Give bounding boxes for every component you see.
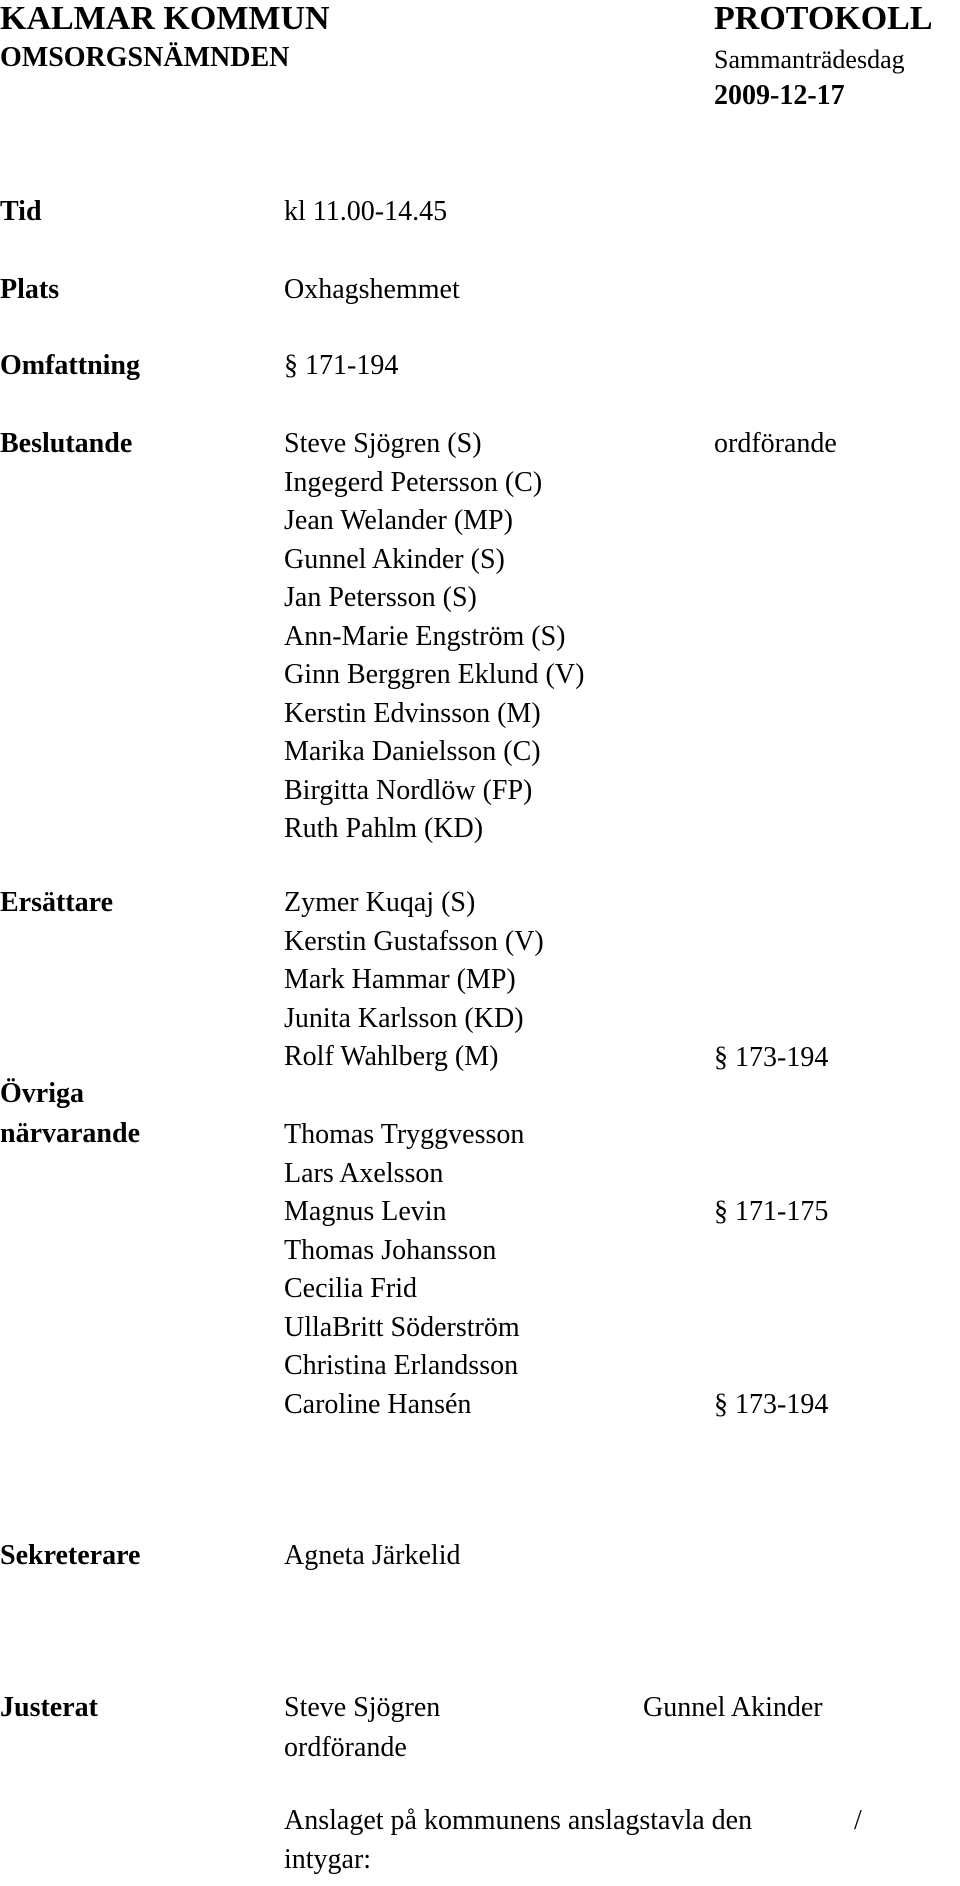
list-item: Ruth Pahlm (KD) [284, 813, 484, 844]
list-item: Birgitta Nordlöw (FP) [284, 774, 533, 806]
list-item: Cecilia Frid [284, 1273, 417, 1304]
meeting-type: Sammanträdesdag [714, 45, 905, 74]
list-item: Kerstin Gustafsson (V) [284, 925, 544, 957]
justerat-signer-chair: Steve Sjögren [284, 1692, 441, 1723]
list-item: Ingegerd Petersson (C) [284, 466, 543, 498]
list-item: Christina Erlandsson [284, 1350, 519, 1381]
list-item: Gunnel Akinder (S) [284, 543, 505, 575]
omfattning-value: § 171-194 [284, 350, 399, 381]
list-item: Caroline Hansén [284, 1388, 472, 1420]
ovriga-label-line2: närvarande [0, 1118, 140, 1149]
list-item: Thomas Johansson [284, 1234, 497, 1266]
omfattning-label: Omfattning [0, 350, 140, 381]
magnus-paragraph-note: § 171-175 [714, 1196, 829, 1227]
certified-label: intygar: [284, 1844, 372, 1875]
org-name: KALMAR KOMMUN [0, 0, 330, 37]
meeting-date: 2009-12-17 [714, 80, 845, 111]
ovriga-list [284, 1116, 524, 1424]
ersattare-label: Ersättare [0, 887, 113, 918]
sekreterare-value: Agneta Järkelid [284, 1540, 461, 1571]
caroline-paragraph-note: § 173-194 [714, 1389, 829, 1420]
document-type: PROTOKOLL [714, 0, 933, 37]
list-item: Marika Danielsson (C) [284, 736, 541, 767]
rolf-paragraph-note: § 173-194 [714, 1042, 829, 1073]
beslutande-list [284, 425, 584, 849]
beslutande-label: Beslutande [0, 428, 133, 459]
list-item: Ginn Berggren Eklund (V) [284, 659, 585, 690]
sekreterare-label: Sekreterare [0, 1540, 141, 1571]
list-item: Kerstin Edvinsson (M) [284, 697, 541, 729]
list-item: Jean Welander (MP) [284, 505, 513, 536]
tid-value: kl 11.00-14.45 [284, 196, 448, 227]
list-item: Rolf Wahlberg (M) [284, 1041, 499, 1072]
justerat-label: Justerat [0, 1692, 98, 1723]
list-item: Zymer Kuqaj (S) [284, 887, 476, 918]
posted-date-slash: / [854, 1805, 862, 1836]
list-item: Mark Hammar (MP) [284, 964, 516, 995]
list-item: Steve Sjögren (S) [284, 428, 482, 459]
list-item: Thomas Tryggvesson [284, 1119, 525, 1150]
ersattare-list [284, 884, 544, 1077]
chair-role-note: ordförande [714, 428, 837, 459]
committee-name: OMSORGSNÄMNDEN [0, 42, 290, 73]
justerat-signer-chair-role: ordförande [284, 1732, 407, 1763]
plats-value: Oxhagshemmet [284, 274, 460, 305]
justerat-signer-second: Gunnel Akinder [643, 1692, 823, 1723]
ovriga-label-line1: Övriga [0, 1078, 84, 1109]
tid-label: Tid [0, 196, 42, 227]
list-item: Jan Petersson (S) [284, 582, 477, 613]
list-item: Magnus Levin [284, 1196, 447, 1227]
list-item: Lars Axelsson [284, 1157, 444, 1189]
list-item: Ann-Marie Engström (S) [284, 620, 566, 652]
list-item: Junita Karlsson (KD) [284, 1002, 524, 1034]
plats-label: Plats [0, 274, 60, 305]
list-item: UllaBritt Söderström [284, 1311, 520, 1343]
posted-notice: Anslaget på kommunens anslagstavla den [284, 1805, 753, 1836]
